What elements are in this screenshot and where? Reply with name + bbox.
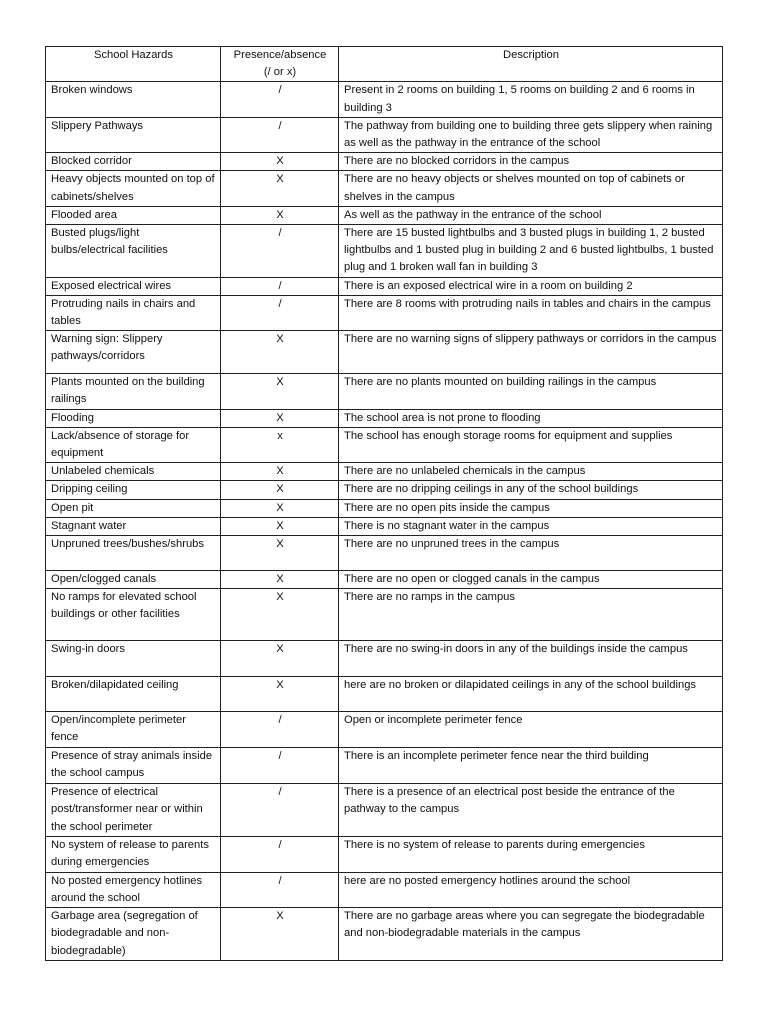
table-row (46, 374, 723, 409)
presence-mark-cell: X (221, 908, 339, 961)
hazard-cell: Stagnant water (46, 517, 221, 535)
presence-mark-cell: / (221, 784, 339, 837)
hazard-cell: Swing-in doors (46, 641, 221, 677)
table-row (46, 872, 723, 907)
table-row (46, 295, 723, 330)
description-cell: There are no open pits inside the campus (339, 499, 723, 517)
presence-mark-cell: / (221, 872, 339, 907)
description-cell: Open or incomplete perimeter fence (339, 712, 723, 748)
presence-mark-cell: X (221, 463, 339, 481)
table-body (46, 82, 723, 961)
presence-mark-cell: / (221, 295, 339, 330)
hazard-cell: Lack/absence of storage for equipment (46, 427, 221, 462)
hazard-cell: Exposed electrical wires (46, 277, 221, 295)
table-row (46, 277, 723, 295)
hazard-cell: Unpruned trees/bushes/shrubs (46, 536, 221, 571)
presence-mark-cell: X (221, 409, 339, 427)
description-cell: There is no system of release to parents during emergencies (339, 837, 723, 872)
table-row (46, 677, 723, 712)
hazard-cell: Broken windows (46, 82, 221, 117)
presence-mark-cell: / (221, 712, 339, 748)
description-cell: There is no stagnant water in the campus (339, 517, 723, 535)
description-cell: There are no garbage areas where you can segregate the biodegradable and non-biodegradable materials in the campus (339, 908, 723, 961)
hazard-cell: Blocked corridor (46, 153, 221, 171)
hazard-cell: Busted plugs/light bulbs/electrical facilities (46, 225, 221, 278)
table-row (46, 481, 723, 499)
table-row (46, 409, 723, 427)
presence-mark-cell: / (221, 117, 339, 152)
table-row (46, 206, 723, 224)
description-cell: There are 8 rooms with protruding nails in tables and chairs in the campus (339, 295, 723, 330)
table-row (46, 153, 723, 171)
presence-mark-cell: X (221, 677, 339, 712)
hazard-cell: Open pit (46, 499, 221, 517)
presence-mark-cell: X (221, 171, 339, 206)
hazard-cell: Flooding (46, 409, 221, 427)
hazard-cell: Garbage area (segregation of biodegradable and non-biodegradable) (46, 908, 221, 961)
table-row (46, 463, 723, 481)
table-row (46, 171, 723, 206)
hazard-cell: Heavy objects mounted on top of cabinets/shelves (46, 171, 221, 206)
presence-mark-cell: X (221, 641, 339, 677)
presence-mark-cell: X (221, 517, 339, 535)
description-cell: There are no dripping ceilings in any of the school buildings (339, 481, 723, 499)
table-row (46, 427, 723, 462)
description-cell: There are no plants mounted on building railings in the campus (339, 374, 723, 409)
presence-mark-cell: X (221, 571, 339, 589)
hazard-cell: Unlabeled chemicals (46, 463, 221, 481)
description-cell: There is an incomplete perimeter fence near the third building (339, 748, 723, 784)
table-row (46, 589, 723, 641)
description-cell: There are no unpruned trees in the campus (339, 536, 723, 571)
presence-mark-cell: X (221, 153, 339, 171)
table-row (46, 536, 723, 571)
hazard-cell: Flooded area (46, 206, 221, 224)
presence-mark-cell: X (221, 331, 339, 374)
presence-mark-cell: X (221, 206, 339, 224)
hazard-cell: Warning sign: Slippery pathways/corridors (46, 331, 221, 374)
hazard-cell: Dripping ceiling (46, 481, 221, 499)
description-cell: As well as the pathway in the entrance of the school (339, 206, 723, 224)
hazard-cell: Presence of stray animals inside the school campus (46, 748, 221, 784)
presence-mark-cell: X (221, 481, 339, 499)
presence-mark-cell: / (221, 225, 339, 278)
table-row (46, 641, 723, 677)
description-cell: There is a presence of an electrical post beside the entrance of the pathway to the campus (339, 784, 723, 837)
description-cell: here are no broken or dilapidated ceilings in any of the school buildings (339, 677, 723, 712)
hazard-cell: No ramps for elevated school buildings or other facilities (46, 589, 221, 641)
table-row (46, 571, 723, 589)
presence-mark-cell: / (221, 748, 339, 784)
description-cell: There are no blocked corridors in the campus (339, 153, 723, 171)
description-cell: There are 15 busted lightbulbs and 3 busted plugs in building 1, 2 busted lightbulbs and 1 busted plug in building 2 and 6 busted lightbulbs, 1 busted plug and 1 broken wall fan in building 3 (339, 225, 723, 278)
description-cell: The school area is not prone to flooding (339, 409, 723, 427)
presence-mark-cell: / (221, 837, 339, 872)
hazard-cell: Broken/dilapidated ceiling (46, 677, 221, 712)
table-row (46, 748, 723, 784)
table-row (46, 712, 723, 748)
table-row (46, 517, 723, 535)
table-row (46, 331, 723, 374)
description-cell: The school has enough storage rooms for equipment and supplies (339, 427, 723, 462)
description-cell: There is an exposed electrical wire in a room on building 2 (339, 277, 723, 295)
school-hazards-table (45, 46, 723, 961)
hazard-cell: Plants mounted on the building railings (46, 374, 221, 409)
header-school-hazards: School Hazards (46, 47, 221, 82)
presence-mark-cell: x (221, 427, 339, 462)
description-cell: There are no ramps in the campus (339, 589, 723, 641)
description-cell: The pathway from building one to building three gets slippery when raining as well as the pathway in the entrance of the school (339, 117, 723, 152)
hazard-cell: Slippery Pathways (46, 117, 221, 152)
header-description: Description (339, 47, 723, 82)
presence-mark-cell: / (221, 277, 339, 295)
hazard-cell: No posted emergency hotlines around the school (46, 872, 221, 907)
description-cell: There are no heavy objects or shelves mounted on top of cabinets or shelves in the campus (339, 171, 723, 206)
presence-mark-cell: / (221, 82, 339, 117)
table-row (46, 225, 723, 278)
hazard-cell: Protruding nails in chairs and tables (46, 295, 221, 330)
presence-mark-cell: X (221, 374, 339, 409)
description-cell: There are no swing-in doors in any of the buildings inside the campus (339, 641, 723, 677)
description-cell: There are no open or clogged canals in the campus (339, 571, 723, 589)
hazard-cell: Presence of electrical post/transformer near or within the school perimeter (46, 784, 221, 837)
description-cell: here are no posted emergency hotlines around the school (339, 872, 723, 907)
header-presence-absence: Presence/absence (/ or x) (221, 47, 339, 82)
presence-mark-cell: X (221, 536, 339, 571)
table-row (46, 837, 723, 872)
hazard-cell: Open/clogged canals (46, 571, 221, 589)
description-cell: Present in 2 rooms on building 1, 5 rooms on building 2 and 6 rooms in building 3 (339, 82, 723, 117)
table-row (46, 499, 723, 517)
presence-mark-cell: X (221, 499, 339, 517)
description-cell: There are no unlabeled chemicals in the campus (339, 463, 723, 481)
table-row (46, 908, 723, 961)
hazard-cell: No system of release to parents during emergencies (46, 837, 221, 872)
table-header-row (46, 47, 723, 82)
hazard-cell: Open/incomplete perimeter fence (46, 712, 221, 748)
table-row (46, 82, 723, 117)
table-row (46, 784, 723, 837)
description-cell: There are no warning signs of slippery pathways or corridors in the campus (339, 331, 723, 374)
presence-mark-cell: X (221, 589, 339, 641)
table-row (46, 117, 723, 152)
